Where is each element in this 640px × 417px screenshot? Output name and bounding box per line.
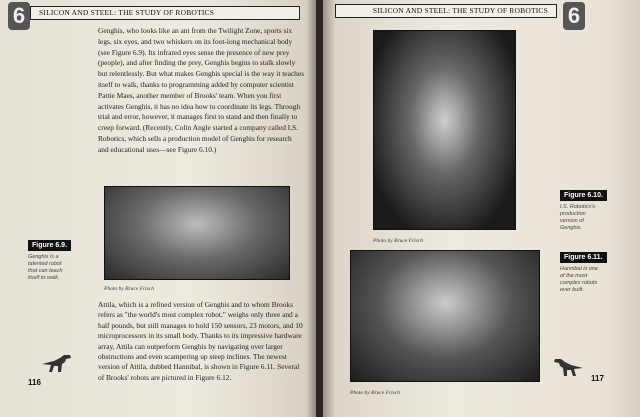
genghis-photo xyxy=(104,186,290,280)
page-number: 116 xyxy=(28,378,41,387)
running-header: SILICON AND STEEL: THE STUDY OF ROBOTICS xyxy=(30,6,300,20)
figure-label: Figure 6.11. xyxy=(560,252,607,263)
photo-credit: Photo by Bruce Frisch xyxy=(104,286,154,292)
chapter-tab: 6 xyxy=(563,2,585,30)
chapter-tab: 6 xyxy=(8,2,30,30)
figure-caption: I.S. Robotics's production version of Genghis. xyxy=(560,204,595,231)
dinosaur-icon xyxy=(40,352,74,374)
left-page xyxy=(0,0,316,417)
figure-label: Figure 6.10. xyxy=(560,190,607,201)
figure-caption: Genghis is a talented robot that can teach itself to walk. xyxy=(28,254,63,281)
photo-credit: Photo by Bruce Frisch xyxy=(350,390,400,396)
running-header: SILICON AND STEEL: THE STUDY OF ROBOTICS xyxy=(335,4,557,18)
right-page xyxy=(323,0,640,417)
dinosaur-icon xyxy=(551,356,585,378)
hannibal-photo xyxy=(350,250,540,382)
figure-caption: Hannibal is one of the most complex robots ever built. xyxy=(560,266,598,293)
body-paragraph: Genghis, who looks like an ant from the Twilight Zone, sports six legs, six eyes, and two whiskers on its foot-long mechanical body (see Figure 6.9). Its infrared eyes sense the presence of new prey (people), and after finding the prey, Genghis begins to stalk slowly but relentlessly. But what makes Genghis special is the way it teaches itself to walk, thanks to programming added by computer scientist Pattie Maes, another member of Brooks' team. When you first activates Genghis, it has no idea how to coordinate its legs. Through trial and error, however, it manages first to stand and then finally to creep forward. (Recently, Colin Angle started a company called I.S. Robotics, which sells a production model of Genghis for research and educational uses—see Figure 6.10.) xyxy=(98,26,304,154)
figure-label: Figure 6.9. xyxy=(28,240,71,251)
photo-credit: Photo by Bruce Frisch xyxy=(373,238,423,244)
page-number: 117 xyxy=(591,374,604,383)
body-paragraph: Attila, which is a refined version of Genghis and to whom Brooks refers as "the world's most complex robot," weighs only three and a half pounds, but still manages to hold 150 sensors, 23 motors, and 10 microprocessors in its small body. Thanks to its impressive hardware array, Attila can outperform Genghis by navigating over larger obstructions and even scampering up steep inclines. The newest version of Attila, dubbed Hannibal, is shown in Figure 6.11. Several of Brooks' robots are pictured in Figure 6.12. xyxy=(98,300,303,382)
is-robotics-genghis-photo xyxy=(373,30,516,230)
